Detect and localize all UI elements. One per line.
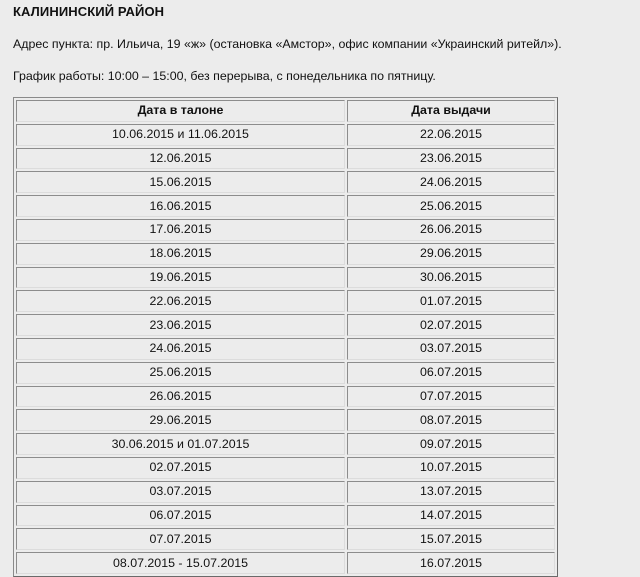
issue-date-cell: 24.06.2015 [347, 171, 555, 193]
table-row [16, 386, 555, 408]
issue-date-cell: 10.07.2015 [347, 457, 555, 479]
issue-date-cell: 22.06.2015 [347, 124, 555, 146]
header-issue-date: Дата выдачи [347, 100, 555, 122]
table-row [16, 171, 555, 193]
issue-date-cell: 01.07.2015 [347, 290, 555, 312]
ticket-date-cell: 29.06.2015 [16, 409, 345, 431]
ticket-date-cell: 03.07.2015 [16, 481, 345, 503]
issue-date-cell: 23.06.2015 [347, 148, 555, 170]
table-row [16, 409, 555, 431]
ticket-date-cell: 22.06.2015 [16, 290, 345, 312]
table-row [16, 290, 555, 312]
issue-date-cell: 16.07.2015 [347, 552, 555, 574]
issue-date-cell: 29.06.2015 [347, 243, 555, 265]
issue-date-cell: 08.07.2015 [347, 409, 555, 431]
table-row [16, 552, 555, 574]
issue-date-cell: 25.06.2015 [347, 195, 555, 217]
schedule-text: График работы: 10:00 – 15:00, без перерыва, с понедельника по пятницу. [13, 69, 436, 83]
ticket-date-cell: 12.06.2015 [16, 148, 345, 170]
ticket-date-cell: 16.06.2015 [16, 195, 345, 217]
issue-date-cell: 14.07.2015 [347, 505, 555, 527]
issue-date-cell: 03.07.2015 [347, 338, 555, 360]
ticket-date-cell: 07.07.2015 [16, 528, 345, 550]
dates-table [13, 97, 558, 577]
table-row [16, 528, 555, 550]
issue-date-cell: 13.07.2015 [347, 481, 555, 503]
issue-date-cell: 06.07.2015 [347, 362, 555, 384]
table-row [16, 267, 555, 289]
ticket-date-cell: 23.06.2015 [16, 314, 345, 336]
ticket-date-cell: 06.07.2015 [16, 505, 345, 527]
ticket-date-cell: 02.07.2015 [16, 457, 345, 479]
issue-date-cell: 07.07.2015 [347, 386, 555, 408]
table-row [16, 505, 555, 527]
issue-date-cell: 26.06.2015 [347, 219, 555, 241]
table-row [16, 195, 555, 217]
ticket-date-cell: 17.06.2015 [16, 219, 345, 241]
ticket-date-cell: 10.06.2015 и 11.06.2015 [16, 124, 345, 146]
address-text: Адрес пункта: пр. Ильича, 19 «ж» (остановка «Амстор», офис компании «Украинский ритейл»). [13, 37, 562, 51]
table-row [16, 219, 555, 241]
issue-date-cell: 02.07.2015 [347, 314, 555, 336]
ticket-date-cell: 18.06.2015 [16, 243, 345, 265]
table-row [16, 124, 555, 146]
ticket-date-cell: 15.06.2015 [16, 171, 345, 193]
ticket-date-cell: 19.06.2015 [16, 267, 345, 289]
table-row [16, 148, 555, 170]
ticket-date-cell: 25.06.2015 [16, 362, 345, 384]
table-body [16, 124, 555, 574]
ticket-date-cell: 24.06.2015 [16, 338, 345, 360]
district-title: КАЛИНИНСКИЙ РАЙОН [13, 4, 165, 19]
table-row [16, 243, 555, 265]
issue-date-cell: 15.07.2015 [347, 528, 555, 550]
table-row [16, 433, 555, 455]
ticket-date-cell: 30.06.2015 и 01.07.2015 [16, 433, 345, 455]
ticket-date-cell: 26.06.2015 [16, 386, 345, 408]
table-header-row [16, 100, 555, 122]
table-row [16, 314, 555, 336]
issue-date-cell: 09.07.2015 [347, 433, 555, 455]
header-ticket-date: Дата в талоне [16, 100, 345, 122]
table-row [16, 457, 555, 479]
issue-date-cell: 30.06.2015 [347, 267, 555, 289]
table-row [16, 362, 555, 384]
ticket-date-cell: 08.07.2015 - 15.07.2015 [16, 552, 345, 574]
table-row [16, 338, 555, 360]
table-row [16, 481, 555, 503]
